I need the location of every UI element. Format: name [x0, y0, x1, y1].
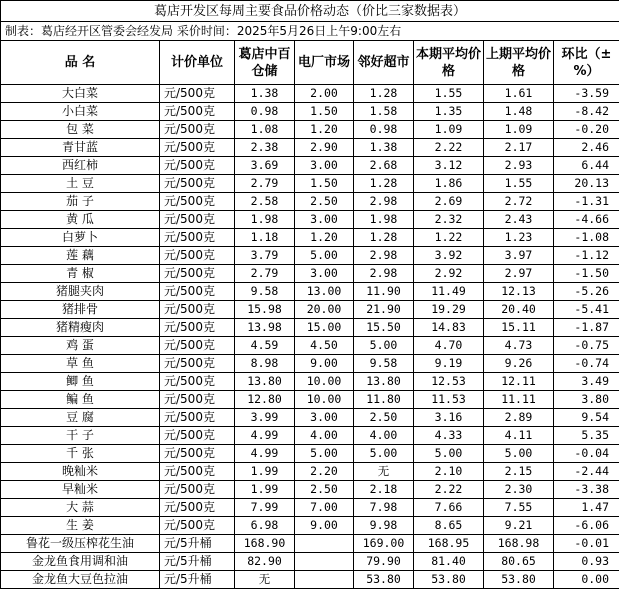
unit: 元/500克: [160, 427, 235, 445]
unit: 元/500克: [160, 85, 235, 103]
previous-avg: 1.09: [484, 121, 554, 139]
price-gedian: 13.80: [235, 373, 295, 391]
current-avg: 1.86: [414, 175, 484, 193]
ratio: -6.06: [554, 517, 619, 535]
current-avg: 2.22: [414, 139, 484, 157]
item-name: 鸡 蛋: [1, 337, 160, 355]
table-row: [1, 103, 619, 121]
previous-avg: 9.21: [484, 517, 554, 535]
table-row: [1, 427, 619, 445]
price-gedian: 168.90: [235, 535, 295, 553]
table-row: [1, 481, 619, 499]
price-dianchang: 4.00: [295, 427, 354, 445]
current-avg: 2.10: [414, 463, 484, 481]
table-row: [1, 157, 619, 175]
previous-avg: 12.11: [484, 373, 554, 391]
price-dianchang: 20.00: [295, 301, 354, 319]
item-name: 晚籼米: [1, 463, 160, 481]
ratio: -0.01: [554, 535, 619, 553]
table-row: [1, 535, 619, 553]
price-gedian: 1.99: [235, 481, 295, 499]
price-gedian: 1.38: [235, 85, 295, 103]
price-gedian: 4.59: [235, 337, 295, 355]
price-gedian: 6.98: [235, 517, 295, 535]
price-dianchang: 3.00: [295, 211, 354, 229]
current-avg: 1.35: [414, 103, 484, 121]
price-dianchang: 15.00: [295, 319, 354, 337]
price-gedian: 15.98: [235, 301, 295, 319]
price-dianchang: 10.00: [295, 391, 354, 409]
previous-avg: 1.61: [484, 85, 554, 103]
price-linhao: 2.18: [354, 481, 414, 499]
price-dianchang: 7.00: [295, 499, 354, 517]
unit: 元/500克: [160, 481, 235, 499]
previous-avg: 1.55: [484, 175, 554, 193]
current-avg: 12.53: [414, 373, 484, 391]
price-linhao: 13.80: [354, 373, 414, 391]
price-linhao: 4.00: [354, 427, 414, 445]
price-dianchang: 2.00: [295, 85, 354, 103]
price-gedian: 0.98: [235, 103, 295, 121]
current-avg: 4.33: [414, 427, 484, 445]
previous-avg: 15.11: [484, 319, 554, 337]
price-dianchang: 3.00: [295, 409, 354, 427]
unit: 元/500克: [160, 121, 235, 139]
table-row: [1, 409, 619, 427]
price-dianchang: 9.00: [295, 517, 354, 535]
table-info: 制表：葛店经开区管委会经发局 采价时间：2025年5月26日上午9:00左右: [1, 22, 619, 41]
price-linhao: 15.50: [354, 319, 414, 337]
ratio: -0.04: [554, 445, 619, 463]
price-linhao: 169.00: [354, 535, 414, 553]
table-row: [1, 85, 619, 103]
ratio: 1.47: [554, 499, 619, 517]
price-gedian: 8.98: [235, 355, 295, 373]
ratio: 0.93: [554, 553, 619, 571]
item-name: 茄 子: [1, 193, 160, 211]
table-row: [1, 193, 619, 211]
unit: 元/5升桶: [160, 553, 235, 571]
previous-avg: 20.40: [484, 301, 554, 319]
previous-avg: 4.11: [484, 427, 554, 445]
item-name: 大白菜: [1, 85, 160, 103]
previous-avg: 2.72: [484, 193, 554, 211]
unit: 元/500克: [160, 103, 235, 121]
table-row: [1, 391, 619, 409]
price-linhao: 11.90: [354, 283, 414, 301]
previous-avg: 2.43: [484, 211, 554, 229]
price-dianchang: 1.50: [295, 175, 354, 193]
item-name: 青甘蓝: [1, 139, 160, 157]
price-dianchang: 2.50: [295, 193, 354, 211]
ratio: -2.44: [554, 463, 619, 481]
header-gedian: 葛店中百仓储: [235, 41, 295, 85]
price-linhao: 0.98: [354, 121, 414, 139]
table-row: [1, 229, 619, 247]
price-gedian: 2.38: [235, 139, 295, 157]
price-dianchang: 5.00: [295, 247, 354, 265]
item-name: 金龙鱼食用调和油: [1, 553, 160, 571]
previous-avg: 168.98: [484, 535, 554, 553]
item-name: 鳊 鱼: [1, 391, 160, 409]
header-dianchang: 电厂市场: [295, 41, 354, 85]
ratio: -5.26: [554, 283, 619, 301]
price-dianchang: 1.50: [295, 103, 354, 121]
price-linhao: 2.50: [354, 409, 414, 427]
header-unit: 计价单位: [160, 41, 235, 85]
price-linhao: 21.90: [354, 301, 414, 319]
ratio: -4.66: [554, 211, 619, 229]
header-previous-avg: 上期平均价格: [484, 41, 554, 85]
ratio: -5.41: [554, 301, 619, 319]
item-name: 生 姜: [1, 517, 160, 535]
table-row: [1, 265, 619, 283]
current-avg: 2.69: [414, 193, 484, 211]
price-gedian: 4.99: [235, 427, 295, 445]
price-linhao: 1.98: [354, 211, 414, 229]
current-avg: 1.55: [414, 85, 484, 103]
header-linhao: 邻好超市: [354, 41, 414, 85]
current-avg: 8.65: [414, 517, 484, 535]
ratio: -8.42: [554, 103, 619, 121]
unit: 元/500克: [160, 445, 235, 463]
unit: 元/500克: [160, 283, 235, 301]
current-avg: 5.00: [414, 445, 484, 463]
price-gedian: 3.99: [235, 409, 295, 427]
previous-avg: 9.26: [484, 355, 554, 373]
current-avg: 3.16: [414, 409, 484, 427]
unit: 元/5升桶: [160, 535, 235, 553]
ratio: -3.59: [554, 85, 619, 103]
price-dianchang: 2.90: [295, 139, 354, 157]
price-dianchang: 10.00: [295, 373, 354, 391]
previous-avg: 5.00: [484, 445, 554, 463]
price-dianchang: 2.50: [295, 481, 354, 499]
price-dianchang: 13.00: [295, 283, 354, 301]
price-dianchang: [295, 535, 354, 553]
unit: 元/500克: [160, 499, 235, 517]
price-gedian: 12.80: [235, 391, 295, 409]
price-dianchang: 2.20: [295, 463, 354, 481]
item-name: 千 张: [1, 445, 160, 463]
ratio: -1.31: [554, 193, 619, 211]
price-gedian: 1.98: [235, 211, 295, 229]
item-name: 豆 腐: [1, 409, 160, 427]
previous-avg: 2.17: [484, 139, 554, 157]
price-linhao: 1.28: [354, 175, 414, 193]
header-current-avg: 本期平均价格: [414, 41, 484, 85]
item-name: 白萝卜: [1, 229, 160, 247]
table-row: [1, 319, 619, 337]
current-avg: 81.40: [414, 553, 484, 571]
price-gedian: 82.90: [235, 553, 295, 571]
price-gedian: 3.79: [235, 247, 295, 265]
unit: 元/500克: [160, 211, 235, 229]
previous-avg: 3.97: [484, 247, 554, 265]
price-gedian: 1.99: [235, 463, 295, 481]
item-name: 猪腿夹肉: [1, 283, 160, 301]
previous-avg: 12.13: [484, 283, 554, 301]
price-dianchang: 9.00: [295, 355, 354, 373]
ratio: -1.08: [554, 229, 619, 247]
current-avg: 14.83: [414, 319, 484, 337]
previous-avg: 1.48: [484, 103, 554, 121]
table-row: [1, 337, 619, 355]
ratio: -1.87: [554, 319, 619, 337]
price-gedian: 4.99: [235, 445, 295, 463]
price-dianchang: 1.20: [295, 121, 354, 139]
unit: 元/500克: [160, 391, 235, 409]
price-gedian: 13.98: [235, 319, 295, 337]
item-name: 鲁花一级压榨花生油: [1, 535, 160, 553]
previous-avg: 2.93: [484, 157, 554, 175]
ratio: -0.74: [554, 355, 619, 373]
price-linhao: 1.38: [354, 139, 414, 157]
item-name: 黄 瓜: [1, 211, 160, 229]
table-row: [1, 373, 619, 391]
item-name: 莲 藕: [1, 247, 160, 265]
unit: 元/500克: [160, 229, 235, 247]
previous-avg: 80.65: [484, 553, 554, 571]
ratio: -3.38: [554, 481, 619, 499]
item-name: 西红柿: [1, 157, 160, 175]
unit: 元/500克: [160, 517, 235, 535]
price-gedian: 无: [235, 571, 295, 589]
price-dianchang: 3.00: [295, 157, 354, 175]
unit: 元/500克: [160, 139, 235, 157]
unit: 元/500克: [160, 193, 235, 211]
price-gedian: 2.79: [235, 265, 295, 283]
table-row: [1, 175, 619, 193]
price-dianchang: [295, 571, 354, 589]
ratio: -0.20: [554, 121, 619, 139]
item-name: 早籼米: [1, 481, 160, 499]
item-name: 青 椒: [1, 265, 160, 283]
price-dianchang: [295, 553, 354, 571]
price-dianchang: 4.50: [295, 337, 354, 355]
price-linhao: 2.98: [354, 247, 414, 265]
table-row: [1, 571, 619, 589]
ratio: 9.54: [554, 409, 619, 427]
item-name: 猪精瘦肉: [1, 319, 160, 337]
price-dianchang: 3.00: [295, 265, 354, 283]
price-gedian: 2.58: [235, 193, 295, 211]
table-row: [1, 121, 619, 139]
previous-avg: 2.30: [484, 481, 554, 499]
price-gedian: 9.58: [235, 283, 295, 301]
header-name: 品 名: [1, 41, 160, 85]
previous-avg: 7.55: [484, 499, 554, 517]
ratio: 5.35: [554, 427, 619, 445]
item-name: 草 鱼: [1, 355, 160, 373]
price-linhao: 9.58: [354, 355, 414, 373]
price-linhao: 53.80: [354, 571, 414, 589]
current-avg: 11.49: [414, 283, 484, 301]
unit: 元/500克: [160, 247, 235, 265]
current-avg: 168.95: [414, 535, 484, 553]
unit: 元/500克: [160, 337, 235, 355]
unit: 元/500克: [160, 265, 235, 283]
item-name: 鲫 鱼: [1, 373, 160, 391]
unit: 元/500克: [160, 301, 235, 319]
ratio: 3.80: [554, 391, 619, 409]
price-linhao: 5.00: [354, 337, 414, 355]
price-linhao: 7.98: [354, 499, 414, 517]
current-avg: 3.92: [414, 247, 484, 265]
unit: 元/500克: [160, 175, 235, 193]
current-avg: 1.22: [414, 229, 484, 247]
price-gedian: 1.08: [235, 121, 295, 139]
ratio: -0.75: [554, 337, 619, 355]
ratio: -1.50: [554, 265, 619, 283]
price-dianchang: 5.00: [295, 445, 354, 463]
table-row: [1, 463, 619, 481]
price-linhao: 11.80: [354, 391, 414, 409]
item-name: 大 蒜: [1, 499, 160, 517]
header-row: [1, 41, 619, 85]
previous-avg: 1.23: [484, 229, 554, 247]
unit: 元/5升桶: [160, 571, 235, 589]
current-avg: 2.32: [414, 211, 484, 229]
price-linhao: 2.98: [354, 265, 414, 283]
ratio: 20.13: [554, 175, 619, 193]
current-avg: 2.92: [414, 265, 484, 283]
previous-avg: 2.89: [484, 409, 554, 427]
price-linhao: 1.58: [354, 103, 414, 121]
ratio: -1.12: [554, 247, 619, 265]
item-name: 猪排骨: [1, 301, 160, 319]
current-avg: 19.29: [414, 301, 484, 319]
unit: 元/500克: [160, 157, 235, 175]
price-linhao: 79.90: [354, 553, 414, 571]
previous-avg: 53.80: [484, 571, 554, 589]
table-row: [1, 247, 619, 265]
price-dianchang: 1.20: [295, 229, 354, 247]
ratio: 2.46: [554, 139, 619, 157]
previous-avg: 2.15: [484, 463, 554, 481]
price-gedian: 1.18: [235, 229, 295, 247]
table-row: [1, 553, 619, 571]
table-row: [1, 499, 619, 517]
current-avg: 1.09: [414, 121, 484, 139]
table-row: [1, 517, 619, 535]
current-avg: 9.19: [414, 355, 484, 373]
table-row: [1, 283, 619, 301]
current-avg: 11.53: [414, 391, 484, 409]
price-linhao: 5.00: [354, 445, 414, 463]
price-linhao: 1.28: [354, 229, 414, 247]
header-ratio: 环比（±%）: [554, 41, 619, 85]
previous-avg: 11.11: [484, 391, 554, 409]
unit: 元/500克: [160, 319, 235, 337]
current-avg: 3.12: [414, 157, 484, 175]
price-linhao: 2.68: [354, 157, 414, 175]
price-linhao: 无: [354, 463, 414, 481]
item-name: 干 子: [1, 427, 160, 445]
item-name: 包 菜: [1, 121, 160, 139]
previous-avg: 2.97: [484, 265, 554, 283]
price-linhao: 9.98: [354, 517, 414, 535]
current-avg: 4.70: [414, 337, 484, 355]
table-row: [1, 139, 619, 157]
unit: 元/500克: [160, 373, 235, 391]
price-linhao: 1.28: [354, 85, 414, 103]
item-name: 土 豆: [1, 175, 160, 193]
table-row: [1, 355, 619, 373]
price-gedian: 3.69: [235, 157, 295, 175]
unit: 元/500克: [160, 463, 235, 481]
price-gedian: 7.99: [235, 499, 295, 517]
current-avg: 53.80: [414, 571, 484, 589]
table-row: [1, 211, 619, 229]
table-title: 葛店开发区每周主要食品价格动态（价比三家数据表）: [1, 1, 619, 22]
ratio: 0.00: [554, 571, 619, 589]
price-gedian: 2.79: [235, 175, 295, 193]
table-row: [1, 301, 619, 319]
item-name: 金龙鱼大豆色拉油: [1, 571, 160, 589]
ratio: 3.49: [554, 373, 619, 391]
unit: 元/500克: [160, 409, 235, 427]
table-row: [1, 445, 619, 463]
unit: 元/500克: [160, 355, 235, 373]
current-avg: 7.66: [414, 499, 484, 517]
previous-avg: 4.73: [484, 337, 554, 355]
price-linhao: 2.98: [354, 193, 414, 211]
ratio: 6.44: [554, 157, 619, 175]
item-name: 小白菜: [1, 103, 160, 121]
current-avg: 2.22: [414, 481, 484, 499]
